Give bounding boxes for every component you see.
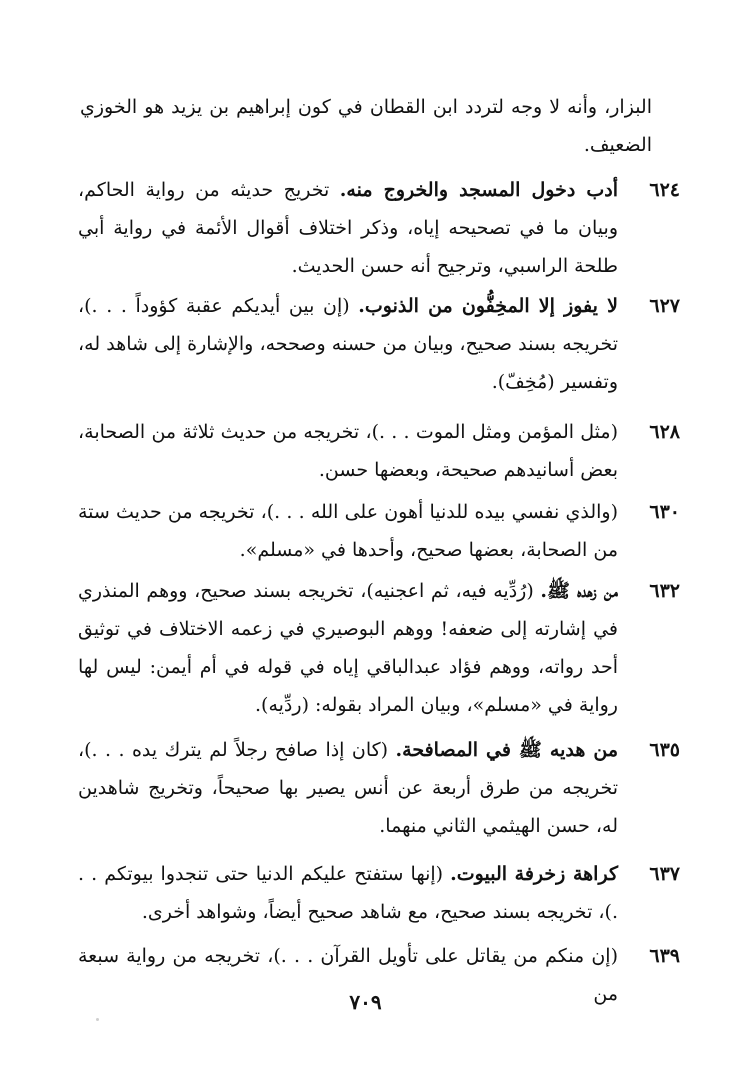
entry-number: ٦٣٧ [649,863,680,885]
entry-text [78,731,618,845]
entry-text [78,171,618,285]
scan-speck [96,1018,99,1021]
entry-text [78,493,618,569]
entry-body: (كان إذا صافح رجلاً لم يترك يده . . .)، تخريجه من طرق أربعة عن أنس يصير بها صحيحاً، وتخريج شاهدين له، حسن الهيثمي الثاني منهما. [78,739,618,837]
entry-text [78,413,618,489]
entry-number: ٦٢٧ [649,295,680,317]
entry-heading: من زهده ﷺ. [540,580,618,602]
entry-body: (إنها ستفتح عليكم الدنيا حتى تنجدوا بيوتكم . . .)، تخريجه بسند صحيح، مع شاهد صحيح أيضاً، وشواهد أخرى. [78,863,618,923]
entry-text [78,287,618,401]
entry-text [78,855,618,931]
entry-heading: كراهة زخرفة البيوت. [450,863,618,885]
entry-body: (مثل المؤمن ومثل الموت . . .)، تخريجه من حديث ثلاثة من الصحابة، بعض أسانيدهم صحيحة، وبعضها حسن. [78,421,618,481]
entry-text [78,572,618,724]
entry-heading: لا يفوز إلا المخِفُّون من الذنوب. [358,295,618,317]
entry-body: (إن بين أيديكم عقبة كؤوداً . . .)، تخريجه بسند صحيح، وبيان من حسنه وصححه، والإشارة إلى شاهد له، وتفسير (مُخِفّ). [78,295,618,393]
entry-body: (إن منكم من يقاتل على تأويل القرآن . . .)، تخريجه من رواية سبعة من [78,945,618,1005]
entry-number: ٦٣٢ [649,580,680,602]
entry-heading: من هديه ﷺ في المصافحة. [395,739,618,761]
entry-number: ٦٣٩ [649,945,680,967]
entry-number: ٦٣٠ [649,501,680,523]
entry-body: (رُدِّيه فيه، ثم اعجنيه)، تخريجه بسند صحيح، ووهم المنذري في إشارته إلى ضعفه! ووهم البوصيري في زعمه الاختلاف في توثيق أحد رواته، ووهم فؤاد عبدالباقي إياه في قوله في أم أيمن: ليس لها رواية في «مسلم»، وبيان المراد بقوله: (ردِّيه). [78,580,618,716]
entry-body: تخريج حديثه من رواية الحاكم، وبيان ما في تصحيحه إياه، وذكر اختلاف أقوال الأئمة في رواية أبي طلحة الراسبي، وترجيح أنه حسن الحديث. [78,179,618,277]
entry-number: ٦٢٤ [649,179,680,201]
continuation-paragraph: البزار، وأنه لا وجه لتردد ابن القطان في كون إبراهيم بن يزيد هو الخوزي الضعيف. [80,96,652,156]
entry-heading: أدب دخول المسجد والخروج منه. [339,179,619,201]
page-number: ٧٠٩ [349,990,382,1014]
entry-body: (والذي نفسي بيده للدنيا أهون على الله . . .)، تخريجه من حديث ستة من الصحابة، بعضها صحيح، وأحدها في «مسلم». [78,501,618,561]
entry-number: ٦٢٨ [649,421,680,443]
entry-number: ٦٣٥ [649,739,680,761]
